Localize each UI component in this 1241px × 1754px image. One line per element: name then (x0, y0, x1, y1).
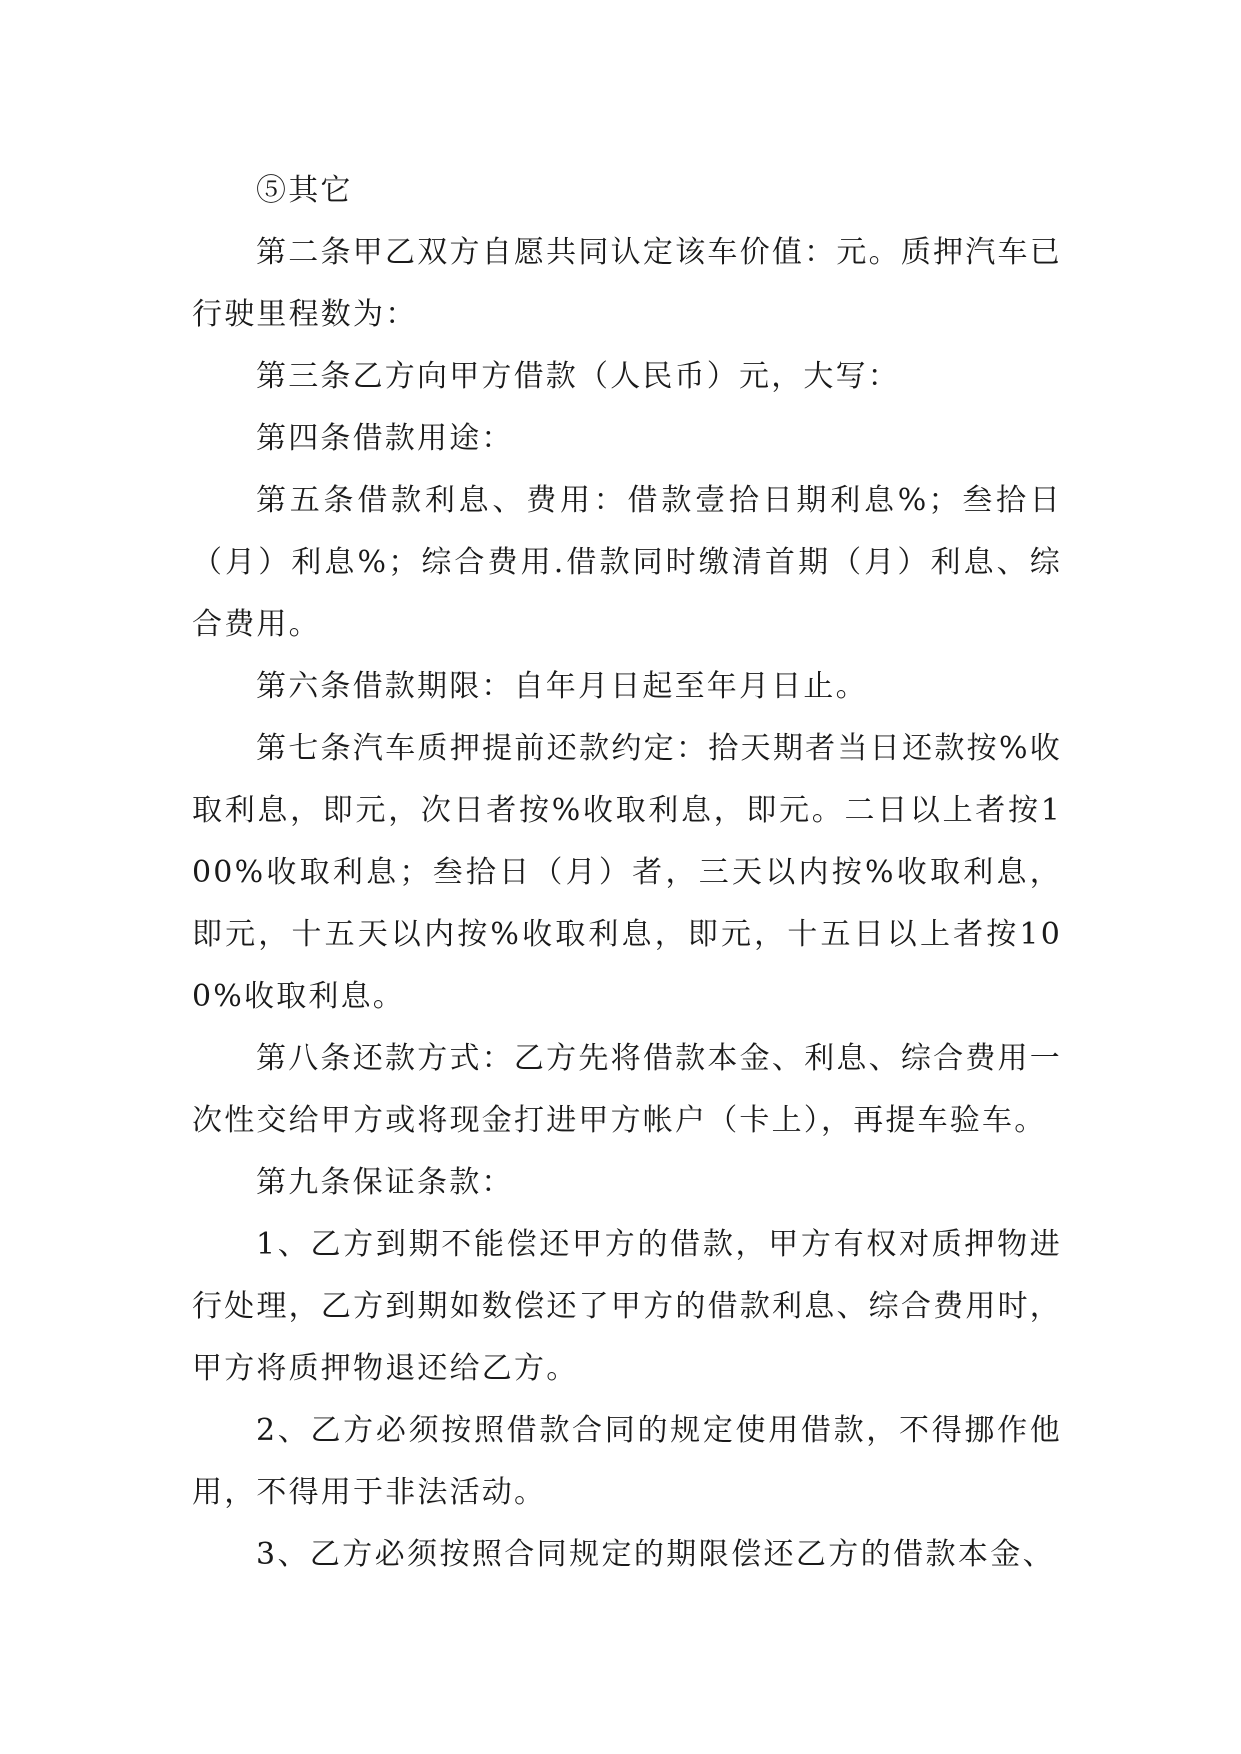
paragraph-article-4: 第四条借款用途： (256, 421, 514, 456)
paragraph-article-8: 第八条还款方式：乙方先将借款本金、利息、综合费用一次性交给甲方或将现金打进甲方帐户（卡上），再提车验车。 (192, 1041, 1062, 1138)
paragraph-article-9: 第九条保证条款： (256, 1165, 514, 1200)
document-body (192, 160, 1062, 1586)
paragraph-other: ⑤其它 (256, 173, 353, 208)
paragraph-clause-2: 2、乙方必须按照借款合同的规定使用借款，不得挪作他用，不得用于非法活动。 (192, 1413, 1062, 1510)
paragraph-article-3: 第三条乙方向甲方借款（人民币）元，大写： (256, 359, 900, 394)
paragraph-article-2: 第二条甲乙双方自愿共同认定该车价值：元。质押汽车已行驶里程数为： (192, 235, 1062, 332)
paragraph-article-5: 第五条借款利息、费用：借款壹拾日期利息%；叁拾日（月）利息%；综合费用.借款同时缴清首期（月）利息、综合费用。 (192, 483, 1062, 642)
paragraph-clause-3: 3、乙方必须按照合同规定的期限偿还乙方的借款本金、 (256, 1537, 1056, 1572)
paragraph-article-6: 第六条借款期限：自年月日起至年月日止。 (256, 669, 868, 704)
paragraph-clause-1: 1、乙方到期不能偿还甲方的借款，甲方有权对质押物进行处理，乙方到期如数偿还了甲方的借款利息、综合费用时，甲方将质押物退还给乙方。 (192, 1227, 1062, 1386)
paragraph-article-7: 第七条汽车质押提前还款约定：拾天期者当日还款按%收取利息，即元，次日者按%收取利息，即元。二日以上者按100%收取利息；叁拾日（月）者，三天以内按%收取利息，即元，十五天以内按%收取利息，即元，十五日以上者按100%收取利息。 (192, 731, 1062, 1014)
